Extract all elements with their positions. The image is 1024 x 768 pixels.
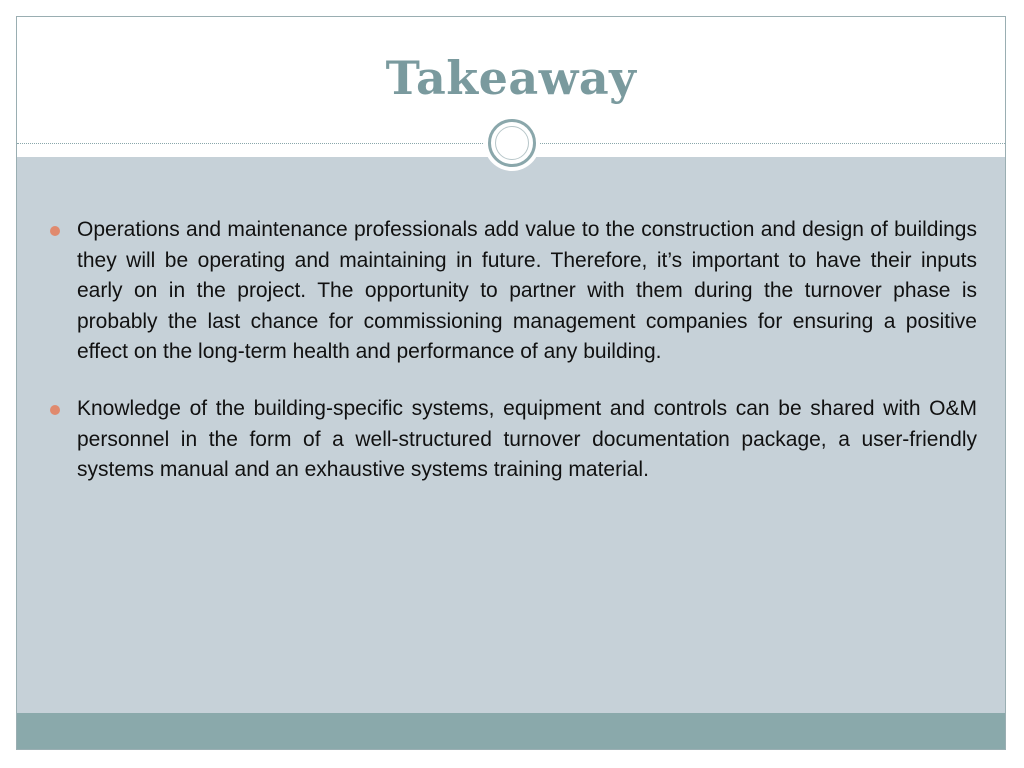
bullet-item xyxy=(47,215,977,368)
bullet-list xyxy=(47,215,977,512)
inner-circle-ornament-icon xyxy=(495,126,529,160)
slide-title: Takeaway xyxy=(385,51,637,105)
bullet-item xyxy=(47,394,977,486)
bullet-text: Operations and maintenance professionals add value to the construction and design of buildings they will be operating and maintaining in future. Therefore, it’s important to have their inputs early on in the project. The opportunity to partner with them during the turnover phase is probably the last chance for commissioning management companies for ensuring a positive effect on the long-term health and performance of any building. xyxy=(77,218,977,364)
footer-bar xyxy=(17,713,1005,749)
bullet-dot-icon xyxy=(50,226,60,236)
bullet-dot-icon xyxy=(50,405,60,415)
bullet-text: Knowledge of the building-specific systems, equipment and controls can be shared with O&M personnel in the form of a well-structured turnover documentation package, a user-friendly systems manual and an exhaustive systems training material. xyxy=(77,396,977,482)
slide xyxy=(16,16,1006,750)
